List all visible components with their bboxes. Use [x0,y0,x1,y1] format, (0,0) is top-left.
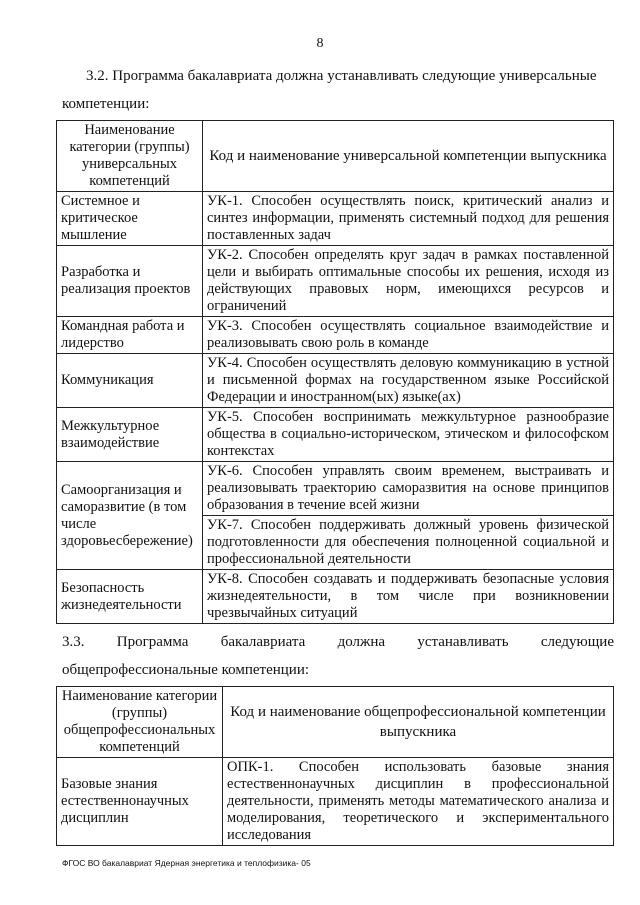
category-cell: Межкультурное взаимодействие [57,408,203,462]
table-row [57,317,614,354]
section-3-2-line2: компетенции: [62,96,150,112]
competency-cell: УК-4. Способен осуществлять деловую коммуникацию в устной и письменной формах на государственном языке Российской Федерации и иностранном(ых) языке(ах) [203,354,614,408]
category-cell: Самоорганизация и саморазвитие (в том числе здоровьесбережение) [57,462,203,570]
section-3-3-line1: 3.3. Программа бакалавриата должна устанавливать следующие [62,634,614,650]
competency-cell: УК-7. Способен поддерживать должный уровень физической подготовленности для обеспечения полноценной социальной и профессиональной деятельности [203,516,614,570]
section-3-3-line2: общепрофессиональные компетенции: [62,662,310,678]
category-cell: Безопасность жизнедеятельности [57,570,203,624]
page-footer: ФГОС ВО бакалавриат Ядерная энергетика и теплофизика- 05 [62,858,311,868]
section-3-3-intro [62,628,614,684]
category-cell: Базовые знания естественнонаучных дисциплин [57,758,223,846]
competency-cell: ОПК-1. Способен использовать базовые знания естественнонаучных дисциплин в профессиональной деятельности, применять методы математического анализа и моделирования, теоретического и экспериментального исследования [223,758,614,846]
category-cell: Разработка и реализация проектов [57,246,203,317]
section-3-2-line1: 3.2. Программа бакалавриата должна устанавливать следующие универсальные [86,68,597,84]
table-row [57,246,614,317]
table-row [57,354,614,408]
category-cell: Командная работа и лидерство [57,317,203,354]
competency-cell: УК-8. Способен создавать и поддерживать безопасные условия жизнедеятельности, в том числе при возникновении чрезвычайных ситуаций [203,570,614,624]
table1-header-code: Код и наименование универсальной компетенции выпускника [203,121,614,192]
competency-cell: УК-1. Способен осуществлять поиск, критический анализ и синтез информации, применять системный подход для решения поставленных задач [203,192,614,246]
competency-cell: УК-2. Способен определять круг задач в рамках поставленной цели и выбирать оптимальные способы их решения, исходя из действующих правовых норм, имеющихся ресурсов и ограничений [203,246,614,317]
table2-header-category: Наименование категории (группы) общепрофессиональных компетенций [57,687,223,758]
table-row [57,758,614,846]
table-row [57,570,614,624]
general-professional-competencies-table [56,686,614,846]
table1-header-category: Наименование категории (группы) универсальных компетенций [57,121,203,192]
competency-cell: УК-3. Способен осуществлять социальное взаимодействие и реализовывать свою роль в команде [203,317,614,354]
table-row [57,192,614,246]
table-row [57,408,614,462]
table-row [57,462,614,516]
section-3-2-intro [62,62,614,118]
competency-cell: УК-5. Способен воспринимать межкультурное разнообразие общества в социально-историческом, этическом и философском контекстах [203,408,614,462]
category-cell: Системное и критическое мышление [57,192,203,246]
table2-header-code: Код и наименование общепрофессиональной компетенции выпускника [223,687,614,758]
category-cell: Коммуникация [57,354,203,408]
page-number: 8 [316,36,324,51]
competency-cell: УК-6. Способен управлять своим временем, выстраивать и реализовывать траекторию саморазвития на основе принципов образования в течение всей жизни [203,462,614,516]
universal-competencies-table [56,120,614,624]
